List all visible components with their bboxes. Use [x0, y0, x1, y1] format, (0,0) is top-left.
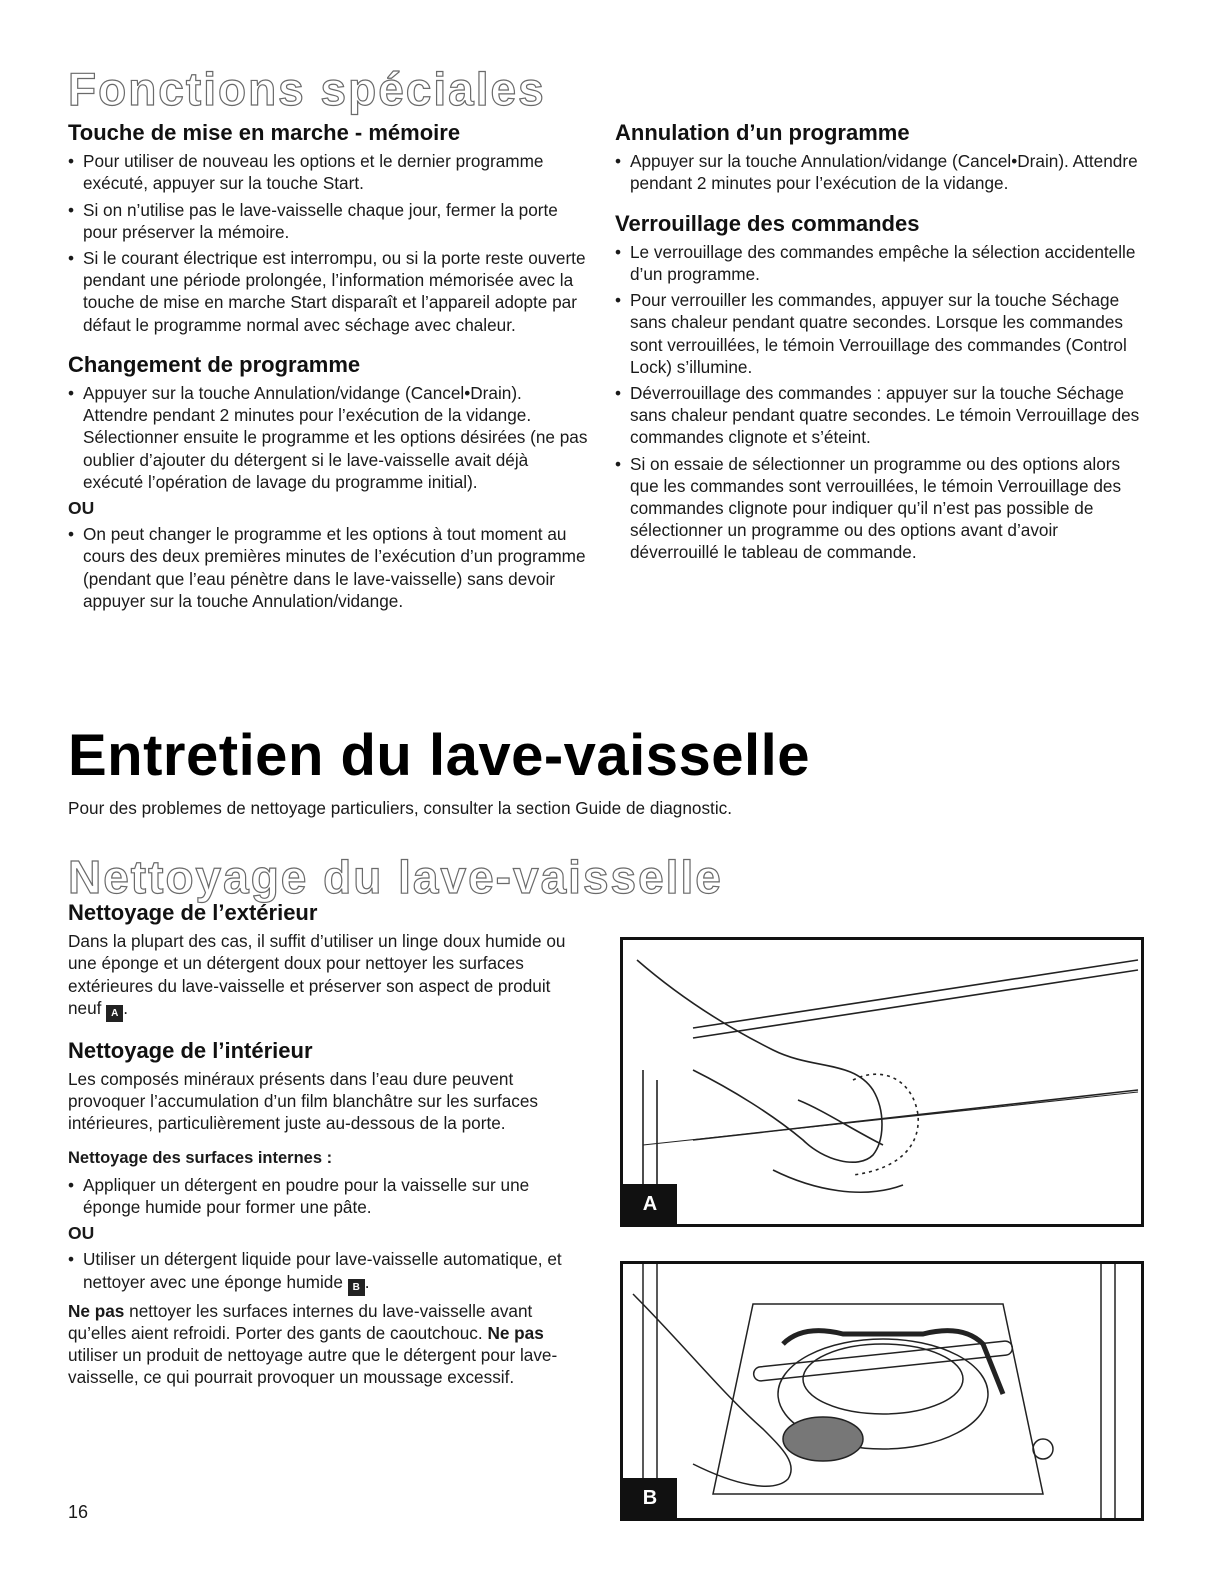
- warning-body: nettoyer les surfaces internes du lave-vaisselle avant qu’elles aient refroidi. Porter des gants de caoutchouc.: [68, 1300, 533, 1343]
- main-title: Entretien du lave-vaisselle: [68, 723, 811, 788]
- interior-list-1: [68, 1174, 588, 1218]
- left-column-top: [68, 122, 588, 616]
- warning-body: utiliser un produit de nettoyage autre que le détergent pour lave-vaisselle, ce qui pourrait provoquer un moussage excessif.: [68, 1345, 558, 1388]
- list-item-text: Utiliser un détergent liquide pour lave-vaisselle automatique, et nettoyer avec une éponge humide: [83, 1249, 562, 1292]
- list-item: • Déverrouillage des commandes : appuyer sur la touche Séchage sans chaleur pendant quatre secondes. Le témoin Verrouillage des commandes clignote et s’éteint.: [615, 382, 1145, 449]
- list-item: • Si on n’utilise pas le lave-vaisselle chaque jour, fermer la porte pour préserver la mémoire.: [68, 199, 588, 243]
- change-program-list-2: [68, 523, 588, 612]
- list-item: • Le verrouillage des commandes empêche la sélection accidentelle d’un programme.: [615, 241, 1145, 285]
- start-memory-list: [68, 150, 588, 336]
- heading-interior: Nettoyage de l’intérieur: [68, 1037, 313, 1063]
- control-lock-list: [615, 241, 1145, 564]
- intro-text: Pour des problemes de nettoyage particuliers, consulter la section Guide de diagnostic.: [68, 798, 733, 818]
- or-label: OU: [68, 1223, 95, 1244]
- warning-text: [68, 1300, 588, 1389]
- figure-ref-b: B: [348, 1279, 365, 1296]
- figure-label-a: A: [623, 1184, 677, 1224]
- heading-control-lock: Verrouillage des commandes: [615, 210, 920, 236]
- warning-bold: Ne pas: [68, 1300, 125, 1321]
- list-item: • Pour utiliser de nouveau les options et le dernier programme exécuté, appuyer sur la touche Start.: [68, 150, 588, 194]
- heading-change-program: Changement de programme: [68, 351, 361, 377]
- interior-list-2: [68, 1248, 588, 1295]
- list-item: • Utiliser un détergent liquide pour lave-vaisselle automatique, et nettoyer avec une éponge humide B .: [68, 1248, 588, 1295]
- heading-exterior: Nettoyage de l’extérieur: [68, 900, 318, 925]
- figure-b-interior-cleaning: [620, 1261, 1144, 1521]
- left-column-bottom: [68, 902, 588, 1388]
- page-number: 16: [68, 1502, 89, 1522]
- list-item: • Si on essaie de sélectionner un programme ou des options alors que les commandes sont verrouillées, le témoin Verrouillage des commandes clignote pour indiquer qu’il n’est pas possible de sélectionner un programme ou des options avant d’avoir déverrouillé le tableau de commande.: [615, 453, 1145, 564]
- cancel-program-list: [615, 150, 1145, 194]
- right-column-top: [615, 122, 1145, 568]
- subheading-internal-surfaces: Nettoyage des surfaces internes :: [68, 1148, 333, 1167]
- figure-ref-a: A: [106, 1005, 123, 1022]
- figure-label-b: B: [623, 1478, 677, 1518]
- exterior-body: Dans la plupart des cas, il suffit d’utiliser un linge doux humide ou une éponge et un détergent doux pour nettoyer les surfaces extérieures du lave-vaisselle et préserver son aspect de produit neuf: [68, 931, 566, 1018]
- list-item: • Appuyer sur la touche Annulation/vidange (Cancel•Drain). Attendre pendant 2 minutes pour l’exécution de la vidange.: [615, 150, 1145, 194]
- section-title-special-functions: Fonctions spéciales: [68, 63, 546, 115]
- figure-a-exterior-cleaning: [620, 937, 1144, 1227]
- interior-text: Les composés minéraux présents dans l’eau dure peuvent provoquer l’accumulation d’un film blanchâtre sur les surfaces intérieures, particulièrement juste au-dessous de la porte.: [68, 1069, 539, 1134]
- list-item: • Si le courant électrique est interrompu, ou si la porte reste ouverte pendant une période prolongée, l’information mémorisée avec la touche de mise en marche Start disparaît et l’appareil adopte par défaut le programme normal avec séchage avec chaleur.: [68, 247, 588, 336]
- illustration-hand-wiping-door: [623, 940, 1141, 1224]
- illustration-sponge-interior: [623, 1264, 1141, 1518]
- heading-cancel-program: Annulation d’un programme: [615, 120, 910, 145]
- list-item: • Appuyer sur la touche Annulation/vidange (Cancel•Drain). Attendre pendant 2 minutes pour l’exécution de la vidange. Sélectionner ensuite le programme et les options désirées (ne pas oublier d’ajouter du détergent si le lave-vaisselle avait déjà exécuté l’opération de lavage du programme initial).: [68, 382, 588, 493]
- section-title-cleaning: Nettoyage du lave-vaisselle: [68, 851, 723, 903]
- change-program-list-1: [68, 382, 588, 493]
- list-item: • On peut changer le programme et les options à tout moment au cours des deux premières minutes de l’exécution d’un programme (pendant que l’eau pénètre dans le lave-vaisselle) sans devoir appuyer sur la touche Annulation/vidange.: [68, 523, 588, 612]
- heading-start-memory: Touche de mise en marche - mémoire: [68, 120, 461, 145]
- list-item: • Pour verrouiller les commandes, appuyer sur la touche Séchage sans chaleur pendant quatre secondes. Lorsque les commandes sont verrouillées, le témoin Verrouillage des commandes (Control Lock) s’illumine.: [615, 289, 1145, 378]
- list-item: • Appliquer un détergent en poudre pour la vaisselle sur une éponge humide pour former une pâte.: [68, 1174, 588, 1218]
- exterior-text: Dans la plupart des cas, il suffit d’utiliser un linge doux humide ou une éponge et un détergent doux pour nettoyer les surfaces extérieures du lave-vaisselle et préserver son aspect de produit neuf A .: [68, 930, 588, 1022]
- or-label: OU: [68, 498, 95, 519]
- warning-bold: Ne pas: [487, 1322, 544, 1343]
